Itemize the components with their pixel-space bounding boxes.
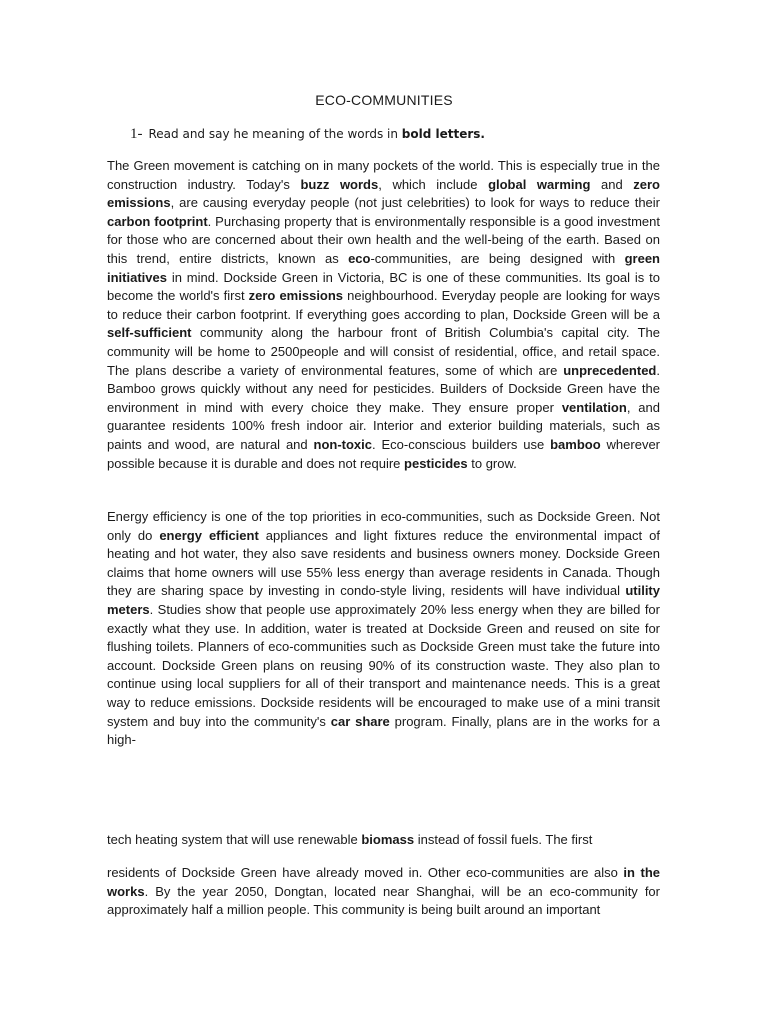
bold-term: pesticides <box>404 455 468 471</box>
bold-term: in the works <box>107 865 660 899</box>
bold-term: self-sufficient <box>107 325 192 341</box>
bold-term: bamboo <box>550 436 601 452</box>
text-run: The Green movement is catching on in many pockets of the world. This is especially true in the construction industry. Today's <box>107 158 660 192</box>
text-run: wherever possible because it is durable and does not require <box>107 436 661 471</box>
text-run: in mind. Dockside Green in Victoria, BC is one of these communities. Its goal is to become the world's first <box>107 269 660 304</box>
text-run: Energy efficiency is one of the top priorities in eco-communities, such as Dockside Green. Not only do <box>107 509 660 543</box>
paragraph-energy <box>107 508 660 750</box>
text-run: . Eco-conscious builders use <box>372 436 551 452</box>
text-run: to grow. <box>467 455 517 471</box>
bold-term: energy efficient <box>159 527 259 543</box>
bold-term: car share <box>330 713 390 729</box>
text-run: . Purchasing property that is environmentally responsible is a good investment for those who are concerned about their own health and the well-being of the earth. Based on this trend, entire districts, known as <box>107 213 660 266</box>
bold-term: non-toxic <box>313 436 372 452</box>
text-run: , are causing everyday people (not just celebrities) to look for ways to reduce their <box>170 195 660 211</box>
task-bold-text: bold letters. <box>401 127 485 141</box>
paragraph-continuation <box>107 831 660 850</box>
text-run: -communities, are being designed with <box>370 250 625 266</box>
document-title: ECO-COMMUNITIES <box>315 92 453 108</box>
bold-term: unprecedented <box>563 362 657 378</box>
bold-term: zero emissions <box>107 176 660 211</box>
bold-term: global warming <box>488 176 591 192</box>
text-run: . Bamboo grows quickly without any need for pesticides. Builders of Dockside Green have the environment in mind with every choice they make. They ensure proper <box>107 362 660 415</box>
task-number: 1- <box>130 126 143 142</box>
text-run: appliances and light fixtures reduce the environmental impact of heating and hot water, they also save residents and business owners money. Dockside Green claims that home owners will use 55% less energy than average residents in Canada. Though they are sharing space by investing in condo-style living, residents will have individual <box>107 527 660 599</box>
bold-term: biomass <box>361 832 415 847</box>
text-run: and <box>590 176 634 192</box>
text-run: community along the harbour front of British Columbia's capital city. The community will be home to 2500people and will consist of residential, office, and retail space. The plans describe a variety of environmental features, some of which are <box>107 325 660 378</box>
text-run: . By the year 2050, Dongtan, located near Shanghai, will be an eco-community for approximately half a million people. This community is being built around an important <box>107 883 660 918</box>
text-run: , and guarantee residents 100% fresh indoor air. Interior and exterior building materials, such as paints and wood, are natural and <box>107 399 660 452</box>
paragraph-intro <box>107 157 660 473</box>
task-text: Read and say he meaning of the words in <box>148 127 402 141</box>
bold-term: ventilation <box>561 399 627 415</box>
bold-term: carbon footprint <box>107 213 208 229</box>
bold-term: buzz words <box>300 176 379 192</box>
bold-term: green initiatives <box>107 250 660 285</box>
bold-term: utility meters <box>107 583 660 617</box>
paragraph-residents <box>107 864 660 920</box>
text-run: instead of fossil fuels. The first <box>414 832 593 847</box>
bold-term: eco <box>348 250 371 266</box>
text-run: residents of Dockside Green have already moved in. Other eco-communities are also <box>107 865 624 880</box>
bold-term: zero emissions <box>248 288 344 304</box>
text-run: , which include <box>378 176 489 192</box>
text-run: program. Finally, plans are in the works for a high- <box>107 713 660 748</box>
text-run: tech heating system that will use renewable <box>107 832 362 847</box>
text-run: neighbourhood. Everyday people are looking for ways to reduce their carbon footprint. If everything goes according to plan, Dockside Green will be a <box>107 288 660 322</box>
task-instruction <box>130 126 485 143</box>
text-run: . Studies show that people use approximately 20% less energy when they are billed for exactly what they use. In addition, water is treated at Dockside Green and reused on site for flushing toilets. Planners of eco-communities such as Dockside Green must take the future into account. Dockside Green plans on reusing 90% of its construction waste. They also plan to continue using local suppliers for all of their transport and maintenance needs. This is a great way to reduce emissions. Dockside residents will be encouraged to make use of a mini transit system and buy into the community's <box>107 601 660 729</box>
